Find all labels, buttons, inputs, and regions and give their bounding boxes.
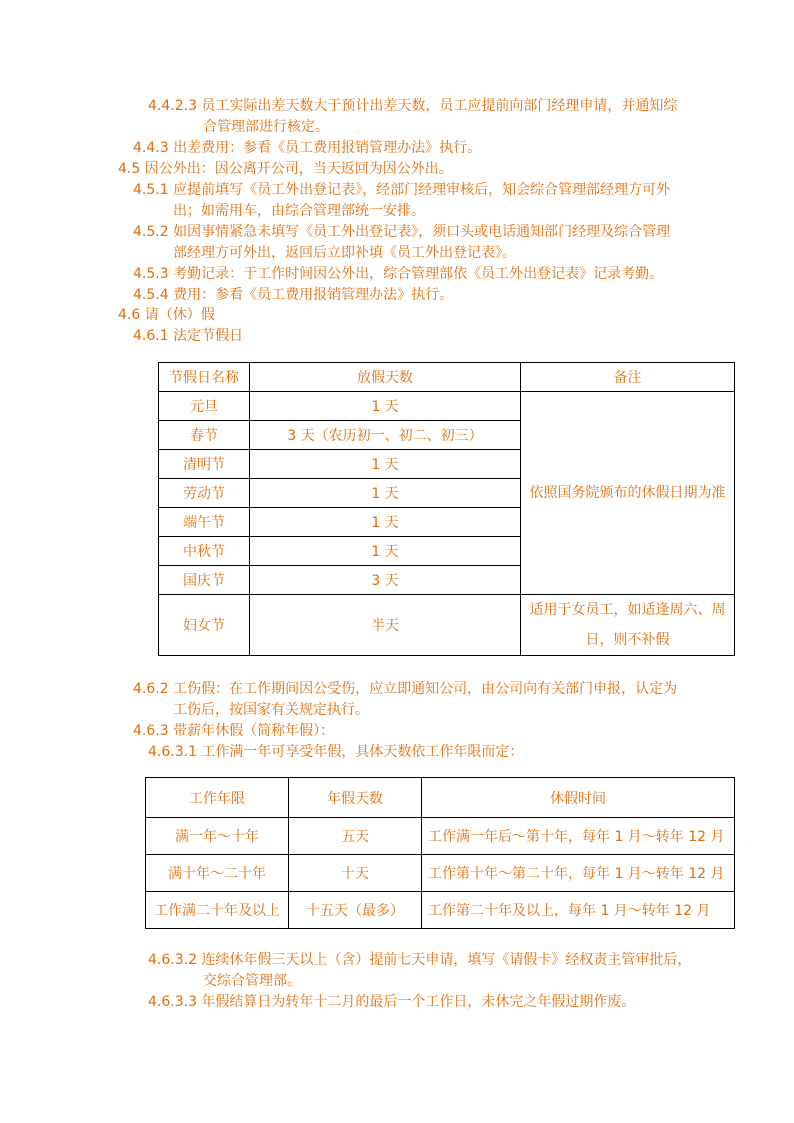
table-row [159, 392, 735, 421]
clause-4-6-3-2: 4.6.3.2 连续休年假三天以上（含）提前七天申请，填写《请假卡》经权责主管审批后， [148, 952, 692, 968]
header-leave-period: 休假时间 [422, 778, 735, 818]
table-header-row [159, 363, 735, 392]
holiday-days: 1 天 [250, 537, 521, 566]
holiday-days: 1 天 [250, 450, 521, 479]
leave-period: 工作第二十年及以上，每年 1 月～转年 12 月 [422, 892, 735, 929]
leave-days: 五天 [289, 818, 422, 855]
clause-4-6: 4.6 请（休）假 [118, 307, 215, 323]
clause-4-5-4: 4.5.4 费用：参看《员工费用报销管理办法》执行。 [133, 287, 454, 303]
service-years: 满十年～二十年 [146, 855, 289, 892]
header-service-years: 工作年限 [146, 778, 289, 818]
holiday-table [158, 362, 735, 656]
table-row [159, 595, 735, 656]
clause-4-5-1: 4.5.1 应提前填写《员工外出登记表》，经部门经理审核后，知会综合管理部经理方可外 [133, 182, 671, 198]
holiday-name: 端午节 [159, 508, 250, 537]
clause-4-5-1-cont: 出；如需用车，由综合管理部统一安排。 [173, 203, 425, 219]
clause-4-6-3-3: 4.6.3.3 年假结算日为转年十二月的最后一个工作日，未休完之年假过期作废。 [148, 994, 636, 1010]
annual-leave-table [145, 777, 735, 929]
table-header-row [146, 778, 735, 818]
holiday-name: 国庆节 [159, 566, 250, 595]
holiday-days: 3 天 [250, 566, 521, 595]
clause-4-6-1: 4.6.1 法定节假日 [133, 328, 244, 344]
service-years: 满一年～十年 [146, 818, 289, 855]
clause-4-6-3: 4.6.3 带薪年休假（简称年假）： [133, 723, 335, 739]
clause-4-5-3: 4.5.3 考勤记录：于工作时间因公外出，综合管理部依《员工外出登记表》记录考勤。 [133, 266, 664, 282]
header-remarks: 备注 [521, 363, 735, 392]
leave-days: 十天 [289, 855, 422, 892]
holiday-remark-merged: 依照国务院颁布的休假日期为准 [521, 392, 735, 595]
table-row [146, 818, 735, 855]
leave-period: 工作满一年后～第十年，每年 1 月～转年 12 月 [422, 818, 735, 855]
service-years: 工作满二十年及以上 [146, 892, 289, 929]
holiday-days: 1 天 [250, 479, 521, 508]
table-row [146, 892, 735, 929]
leave-days: 十五天（最多） [289, 892, 422, 929]
clause-4-4-2-3: 4.4.2.3 员工实际出差天数大于预计出差天数，员工应提前向部门经理申请，并通知综 [148, 98, 678, 114]
holiday-days: 1 天 [250, 392, 521, 421]
holiday-name: 清明节 [159, 450, 250, 479]
table-row [146, 855, 735, 892]
holiday-name: 妇女节 [159, 595, 250, 656]
holiday-name: 劳动节 [159, 479, 250, 508]
clause-4-6-3-1: 4.6.3.1 工作满一年可享受年假，具体天数依工作年限而定： [148, 744, 524, 760]
holiday-days: 半天 [250, 595, 521, 656]
holiday-name: 中秋节 [159, 537, 250, 566]
clause-4-5: 4.5 因公外出：因公离开公司，当天返回为因公外出。 [118, 161, 453, 177]
clause-4-6-2: 4.6.2 工伤假：在工作期间因公受伤，应立即通知公司，由公司向有关部门申报，认定为 [133, 681, 678, 697]
clause-4-6-2-cont: 工伤后，按国家有关规定执行。 [173, 702, 369, 718]
leave-period: 工作第十年～第二十年，每年 1 月～转年 12 月 [422, 855, 735, 892]
holiday-remark [521, 595, 735, 656]
remark-line-2: 日，则不补假 [585, 632, 670, 648]
holiday-days: 3 天（农历初一、初二、初三） [250, 421, 521, 450]
clause-4-6-3-2-cont: 交综合管理部。 [203, 973, 301, 989]
clause-4-5-2: 4.5.2 如因事情紧急未填写《员工外出登记表》，须口头或电话通知部门经理及综合管理 [133, 224, 671, 240]
clause-4-4-3: 4.4.3 出差费用：参看《员工费用报销管理办法》执行。 [133, 140, 482, 156]
header-holiday-name: 节假日名称 [159, 363, 250, 392]
header-leave-days: 年假天数 [289, 778, 422, 818]
header-days-off: 放假天数 [250, 363, 521, 392]
holiday-days: 1 天 [250, 508, 521, 537]
holiday-name: 元旦 [159, 392, 250, 421]
remark-line-1: 适用于女员工，如适逢周六、周 [529, 602, 726, 618]
holiday-name: 春节 [159, 421, 250, 450]
clause-4-4-2-3-cont: 合管理部进行核定。 [203, 119, 329, 135]
clause-4-5-2-cont: 部经理方可外出，返回后立即补填《员工外出登记表》。 [173, 245, 516, 261]
